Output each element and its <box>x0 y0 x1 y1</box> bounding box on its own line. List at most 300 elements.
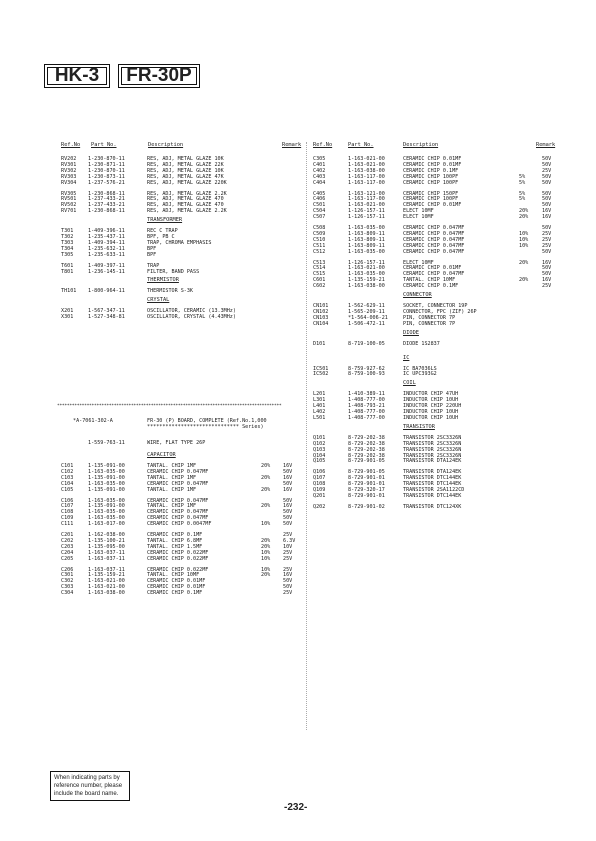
cap-part-ref: C203 <box>61 543 74 550</box>
left-header-remark: Remark <box>282 142 302 148</box>
cap-part-v: 16V <box>283 463 293 469</box>
right-part-part: 1-126-157-11 <box>348 214 385 221</box>
cap-part-v: 16V <box>283 474 293 481</box>
right-part-ref: C509 <box>313 230 326 237</box>
board-separator: ******************************************************************************************* <box>57 404 282 409</box>
right-part-part: 1-163-021-00 <box>348 202 385 209</box>
right-part-desc: CERAMIC CHIP 0.1MF <box>403 167 459 174</box>
right-part-desc: TRANSISTOR DTC124XK <box>403 503 462 510</box>
right-part-part: 1-562-629-11 <box>348 303 385 309</box>
right-part-desc: ELECT 10MF <box>403 259 434 266</box>
cap-part-desc: CERAMIC CHIP 0.022MF <box>147 549 209 556</box>
cap-part-desc: TANTAL. CHIP 1MF <box>147 503 197 510</box>
cap-part-ref: C105 <box>61 486 74 493</box>
cap-part-part: 1-163-035-00 <box>88 509 125 516</box>
right-part-ref: CN102 <box>313 308 329 315</box>
cap-part-desc: TANTAL. CHIP 1MF <box>147 463 197 469</box>
cap-part-tol: 20% <box>261 503 271 510</box>
column-divider <box>306 142 307 730</box>
right-part-v: 25V <box>542 242 552 249</box>
right-part-desc: CONNECTOR, FPC (ZIF) 26P <box>403 308 477 315</box>
cap-part-desc: TANTAL. CHIP 1.5MF <box>147 543 203 550</box>
right-part-desc: INDUCTOR CHIP 10UH <box>403 397 459 404</box>
cap-part-desc: TANTAL. CHIP 6.8MF <box>147 537 203 544</box>
left-part-part: 1-409-394-11 <box>88 239 125 246</box>
right-part-desc: IC BA7036LS <box>403 365 437 372</box>
right-part-desc: TRANSISTOR DTA124EK <box>403 458 462 465</box>
right-part-part: 8-729-901-01 <box>348 481 385 488</box>
right-part-desc: CERAMIC CHIP 0.047MF <box>403 242 465 249</box>
cap-part-part: 1-135-091-00 <box>88 463 125 469</box>
right-part-ref: C406 <box>313 196 326 203</box>
left-part-part: 1-409-397-11 <box>88 262 125 269</box>
cap-part-ref: C202 <box>61 537 74 544</box>
right-part-ref: C508 <box>313 225 326 231</box>
right-part-ref: Q103 <box>313 446 326 453</box>
cap-part-tol: 20% <box>261 486 271 493</box>
cap-part-v: 50V <box>283 578 293 585</box>
left-part-ref: TH101 <box>61 288 77 295</box>
right-part-part: 1-408-777-00 <box>348 414 385 421</box>
cap-part-ref: C108 <box>61 509 74 516</box>
right-part-desc: TRANSISTOR 2SC3326N <box>403 452 462 459</box>
section-heading: CRYSTAL <box>147 297 170 304</box>
right-part-v: 50V <box>542 248 552 255</box>
right-part-part: 1-410-389-11 <box>348 391 385 398</box>
cap-part-tol: 20% <box>261 543 271 550</box>
right-part-part: 1-163-035-00 <box>348 271 385 278</box>
left-part-desc: RES, ADJ, METAL GLAZE 22K <box>147 161 224 168</box>
right-header-remark: Remark <box>536 142 556 148</box>
right-part-part: 1-565-209-11 <box>348 308 385 315</box>
right-part-ref: Q104 <box>313 452 326 459</box>
right-header-part: Part No. <box>348 142 374 148</box>
right-part-desc: TRANSISTOR DTC144EK <box>403 481 462 488</box>
right-part-tol: 20% <box>519 259 529 266</box>
cap-part-v: 25V <box>283 566 293 573</box>
right-part-v: 50V <box>542 271 552 278</box>
right-part-v: 25V <box>542 230 552 237</box>
left-part-ref: T304 <box>61 245 74 252</box>
cap-part-part: 1-163-035-00 <box>88 480 125 487</box>
right-part-ref: Q105 <box>313 458 326 465</box>
cap-part-desc: CERAMIC CHIP 0.01MF <box>147 584 206 591</box>
cap-part-part: 1-163-037-11 <box>88 566 125 573</box>
right-part-desc: TANTAL. CHIP 10MF <box>403 277 456 284</box>
right-part-v: 25V <box>542 236 552 243</box>
right-part-desc: DIODE 1S2837 <box>403 340 440 347</box>
cap-part-ref: C106 <box>61 497 74 504</box>
cap-part-v: 10V <box>283 543 293 550</box>
cap-part-ref: C205 <box>61 555 74 562</box>
cap-part-desc: CERAMIC CHIP 0.01MF <box>147 578 206 585</box>
right-part-part: 1-163-038-00 <box>348 167 385 174</box>
cap-part-part: 1-163-037-11 <box>88 555 125 562</box>
right-part-ref: C511 <box>313 242 326 249</box>
right-part-part: 1-163-809-11 <box>348 236 385 243</box>
right-part-v: 16V <box>542 214 552 221</box>
right-part-desc: TRANSISTOR 2SC3326N <box>403 434 462 441</box>
left-header-desc: Description <box>148 142 184 148</box>
right-part-tol: 10% <box>519 230 529 237</box>
wire-desc: WIRE, FLAT TYPE 26P <box>147 440 206 446</box>
cap-part-part: 1-135-159-21 <box>88 572 125 579</box>
right-part-desc: ELECT 10MF <box>403 208 434 215</box>
right-part-desc: INDUCTOR CHIP 10UH <box>403 414 459 421</box>
right-part-desc: ELECT 10MF <box>403 214 434 221</box>
cap-part-part: 1-135-100-21 <box>88 537 125 544</box>
left-part-part: 1-409-396-11 <box>88 228 125 235</box>
cap-part-tol: 10% <box>261 521 271 528</box>
cap-part-part: 1-163-017-00 <box>88 521 125 528</box>
left-part-desc: RES, ADJ, METAL GLAZE 10K <box>147 167 224 174</box>
right-part-ref: C305 <box>313 156 326 162</box>
right-part-part: 1-163-035-00 <box>348 248 385 255</box>
right-part-desc: CERAMIC CHIP 0.01MF <box>403 202 462 209</box>
right-part-part: 1-163-021-00 <box>348 156 385 162</box>
cap-part-v: 25V <box>283 532 293 538</box>
left-part-desc: BPF <box>147 245 157 252</box>
cap-part-desc: TANTAL. CHIP 10MF <box>147 572 200 579</box>
cap-part-ref: C103 <box>61 474 74 481</box>
right-part-part: 8-759-100-93 <box>348 371 385 378</box>
left-part-ref: RV502 <box>61 202 77 209</box>
left-part-desc: OSCILLATOR, CERAMIC (13.3MHz) <box>147 308 236 315</box>
right-part-v: 16V <box>542 259 552 266</box>
left-part-ref: RV301 <box>61 161 77 168</box>
cap-part-tol: 20% <box>261 537 271 544</box>
right-part-tol: 5% <box>519 196 526 203</box>
board-desc: FR-30 (P) BOARD, COMPLETE (Ref.No.1,000 <box>147 418 267 424</box>
right-part-ref: C602 <box>313 283 326 290</box>
right-part-desc: PIN, CONNECTOR 7P <box>403 314 456 321</box>
cap-part-v: 50V <box>283 480 293 487</box>
section-heading: COIL <box>403 380 416 387</box>
cap-part-part: 1-135-095-00 <box>88 543 125 550</box>
cap-part-v: 16V <box>283 572 293 579</box>
left-part-ref: T303 <box>61 239 74 246</box>
right-part-part: 1-163-117-00 <box>348 179 385 186</box>
left-part-part: 1-236-145-11 <box>88 268 125 275</box>
right-part-ref: Q201 <box>313 492 326 499</box>
left-part-ref: RV303 <box>61 173 77 180</box>
right-part-ref: Q109 <box>313 487 326 493</box>
right-part-desc: INDUCTOR CHIP 47UH <box>403 391 459 398</box>
right-part-part: 8-729-202-38 <box>348 434 385 441</box>
cap-part-ref: C107 <box>61 503 74 510</box>
cap-part-tol: 20% <box>261 463 271 469</box>
board-desc-2: ****************************** Series) <box>147 424 264 430</box>
left-part-ref: RV304 <box>61 179 77 186</box>
right-part-ref: C405 <box>313 190 326 197</box>
right-part-tol: 5% <box>519 179 526 186</box>
wire-part: 1-559-763-11 <box>88 440 125 446</box>
cap-part-part: 1-163-021-00 <box>88 584 125 591</box>
right-part-part: 8-729-901-05 <box>348 458 385 465</box>
cap-part-tol: 10% <box>261 549 271 556</box>
left-part-ref: RV302 <box>61 167 77 174</box>
right-part-part: 1-408-793-21 <box>348 403 385 410</box>
right-part-desc: CERAMIC CHIP 100PF <box>403 196 459 203</box>
right-part-tol: 20% <box>519 277 529 284</box>
reference-note: When indicating parts by reference number, please include the board name. <box>50 771 130 801</box>
right-part-desc: CERAMIC CHIP 100PF <box>403 173 459 180</box>
left-part-desc: BPF, PB C <box>147 234 175 240</box>
right-part-ref: C501 <box>313 202 326 209</box>
right-part-ref: L401 <box>313 403 326 410</box>
right-part-desc: CERAMIC CHIP 0.047MF <box>403 225 465 231</box>
left-part-part: 1-230-871-11 <box>88 161 125 168</box>
cap-part-v: 50V <box>283 509 293 516</box>
right-part-tol: 20% <box>519 208 529 215</box>
right-part-desc: TRANSISTOR DTC144EK <box>403 492 462 499</box>
right-part-desc: CERAMIC CHIP 0.1MF <box>403 283 459 290</box>
right-part-ref: C504 <box>313 208 326 215</box>
right-part-desc: CERAMIC CHIP 0.01MF <box>403 156 462 162</box>
right-part-part: 1-408-777-00 <box>348 409 385 415</box>
left-part-part: 1-235-632-11 <box>88 245 125 252</box>
section-heading: CONNECTOR <box>403 292 432 298</box>
cap-part-desc: TANTAL. CHIP 1MF <box>147 474 197 481</box>
left-part-desc: RES, ADJ, METAL GLAZE 10K <box>147 156 224 162</box>
left-part-ref: RV305 <box>61 190 77 197</box>
right-part-desc: SOCKET, CONNECTOR 19P <box>403 303 468 309</box>
cap-part-desc: TANTAL. CHIP 1MF <box>147 486 197 493</box>
right-part-ref: Q108 <box>313 481 326 488</box>
left-header-ref: Ref.No <box>61 142 81 148</box>
right-part-desc: INDUCTOR CHIP 220UH <box>403 403 462 410</box>
left-part-part: 1-230-868-11 <box>88 208 125 215</box>
left-part-ref: T305 <box>61 251 74 258</box>
left-part-ref: X201 <box>61 308 74 315</box>
left-part-desc: RES, ADJ, METAL GLAZE 220K <box>147 179 227 186</box>
model-box-fr30p <box>118 64 200 88</box>
right-part-part: 1-163-809-11 <box>348 230 385 237</box>
right-part-part: *1-564-006-21 <box>348 314 388 321</box>
right-part-ref: Q101 <box>313 434 326 441</box>
cap-part-part: 1-163-035-00 <box>88 515 125 522</box>
right-part-desc: CERAMIC CHIP 0.047MF <box>403 236 465 243</box>
cap-part-ref: C204 <box>61 549 74 556</box>
cap-part-ref: C201 <box>61 532 74 538</box>
right-part-part: 1-163-117-00 <box>348 196 385 203</box>
right-part-desc: INDUCTOR CHIP 10UH <box>403 409 459 415</box>
right-part-ref: Q107 <box>313 475 326 482</box>
right-part-desc: TRANSISTOR 2SC3326N <box>403 440 462 447</box>
left-part-ref: X301 <box>61 314 74 321</box>
left-part-desc: BPF <box>147 251 157 258</box>
cap-part-ref: C303 <box>61 584 74 591</box>
right-part-ref: L301 <box>313 397 326 404</box>
cap-part-tol: 20% <box>261 572 271 579</box>
cap-part-ref: C109 <box>61 515 74 522</box>
right-part-ref: C507 <box>313 214 326 221</box>
cap-part-part: 1-162-038-00 <box>88 532 125 538</box>
right-header-desc: Description <box>403 142 439 148</box>
left-header-part: Part No. <box>91 142 117 148</box>
cap-part-part: 1-135-091-00 <box>88 486 125 493</box>
section-heading: IC <box>403 354 410 361</box>
right-part-v: 50V <box>542 225 552 231</box>
right-part-ref: C512 <box>313 248 326 255</box>
right-part-desc: TRANSISTOR 2SC3326N <box>403 446 462 453</box>
left-part-part: 1-800-964-11 <box>88 288 125 295</box>
right-part-v: 50V <box>542 173 552 180</box>
right-part-part: 1-163-121-00 <box>348 190 385 197</box>
right-part-part: 1-163-035-00 <box>348 225 385 231</box>
right-part-part: 8-729-901-02 <box>348 503 385 510</box>
right-part-part: 8-729-320-17 <box>348 487 385 493</box>
right-part-tol: 10% <box>519 242 529 249</box>
right-part-ref: CN104 <box>313 320 329 327</box>
left-part-part: 1-237-433-21 <box>88 196 125 203</box>
cap-part-ref: C104 <box>61 480 74 487</box>
left-part-part: 1-230-870-11 <box>88 156 125 162</box>
section-heading: THERMISTOR <box>147 277 179 284</box>
right-part-part: 8-759-927-62 <box>348 365 385 372</box>
section-heading: CAPACITOR <box>147 452 176 458</box>
right-part-v: 16V <box>542 277 552 284</box>
right-part-ref: L201 <box>313 391 326 398</box>
cap-part-part: 1-163-037-11 <box>88 549 125 556</box>
right-header-ref: Ref.No <box>313 142 333 148</box>
right-part-ref: CN103 <box>313 314 329 321</box>
right-part-tol: 5% <box>519 173 526 180</box>
left-part-desc: OSCILLATOR, CRYSTAL (4.43MHz) <box>147 314 236 321</box>
cap-part-v: 25V <box>283 555 293 562</box>
left-part-desc: RES, ADJ, METAL GLAZE 470 <box>147 202 224 209</box>
section-heading: TRANSFORMER <box>147 217 183 224</box>
right-part-ref: D101 <box>313 340 326 347</box>
model-box-hk3 <box>44 64 110 88</box>
right-part-v: 50V <box>542 196 552 203</box>
right-part-ref: IC501 <box>313 365 329 372</box>
right-part-v: 16V <box>542 208 552 215</box>
cap-part-part: 1-163-035-00 <box>88 468 125 475</box>
right-part-ref: Q102 <box>313 440 326 447</box>
cap-part-desc: CERAMIC CHIP 0.047MF <box>147 509 209 516</box>
cap-part-desc: CERAMIC CHIP 0.047MF <box>147 480 209 487</box>
left-part-desc: RES, ADJ, METAL GLAZE 2.2K <box>147 190 227 197</box>
right-part-desc: CERAMIC CHIP 0.047MF <box>403 248 465 255</box>
cap-part-v: 25V <box>283 590 293 597</box>
cap-part-v: 50V <box>283 468 293 475</box>
left-part-desc: FILTER, BAND PASS <box>147 268 200 275</box>
cap-part-desc: CERAMIC CHIP 0.1MF <box>147 590 203 597</box>
right-part-ref: C404 <box>313 179 326 186</box>
cap-part-v: 16V <box>283 486 293 493</box>
right-part-desc: CERAMIC CHIP 0.01MF <box>403 265 462 272</box>
left-part-ref: RV501 <box>61 196 77 203</box>
right-part-v: 25V <box>542 167 552 174</box>
left-part-ref: T801 <box>61 268 74 275</box>
cap-part-desc: CERAMIC CHIP 0.022MF <box>147 566 209 573</box>
right-part-part: 1-163-809-11 <box>348 242 385 249</box>
section-heading: TRANSISTOR <box>403 423 435 430</box>
left-part-desc: THERMISTOR S-3K <box>147 288 194 295</box>
left-part-ref: T302 <box>61 234 74 240</box>
cap-part-ref: C102 <box>61 468 74 475</box>
right-part-part: 8-729-901-05 <box>348 469 385 476</box>
section-heading: DIODE <box>403 329 419 336</box>
cap-part-desc: CERAMIC CHIP 0.047MF <box>147 468 209 475</box>
right-part-ref: C403 <box>313 173 326 180</box>
right-part-desc: TRANSISTOR 2SA1122CD <box>403 487 465 493</box>
cap-part-desc: CERAMIC CHIP 0.1MF <box>147 532 203 538</box>
right-part-tol: 5% <box>519 190 526 197</box>
right-part-ref: IC502 <box>313 371 329 378</box>
cap-part-v: 50V <box>283 497 293 504</box>
left-part-ref: T301 <box>61 228 74 235</box>
left-part-ref: RV202 <box>61 156 77 162</box>
cap-part-tol: 10% <box>261 566 271 573</box>
cap-part-part: 1-163-035-00 <box>88 497 125 504</box>
right-part-part: 1-163-021-00 <box>348 161 385 168</box>
right-part-part: 8-729-901-01 <box>348 492 385 499</box>
right-part-ref: Q202 <box>313 503 326 510</box>
left-part-desc: RES, ADJ, METAL GLAZE 470 <box>147 196 224 203</box>
right-part-desc: PIN, CONNECTOR 7P <box>403 320 456 327</box>
right-part-v: 50V <box>542 156 552 162</box>
right-part-desc: CERAMIC CHIP 0.047MF <box>403 271 465 278</box>
left-part-part: 1-567-347-11 <box>88 308 125 315</box>
right-part-v: 50V <box>542 161 552 168</box>
left-part-desc: TRAP <box>147 262 160 269</box>
right-part-desc: CERAMIC CHIP 100PF <box>403 179 459 186</box>
right-part-ref: C515 <box>313 271 326 278</box>
model-label-hk3: HK-3 <box>54 65 100 86</box>
right-part-tol: 20% <box>519 214 529 221</box>
cap-part-ref: C101 <box>61 463 74 469</box>
right-part-part: 8-729-202-38 <box>348 446 385 453</box>
right-part-v: 25V <box>542 283 552 290</box>
right-part-ref: L501 <box>313 414 326 421</box>
right-part-v: 50V <box>542 179 552 186</box>
left-part-desc: RES, ADJ, METAL GLAZE 47K <box>147 173 224 180</box>
right-part-ref: Q106 <box>313 469 326 476</box>
right-part-part: 8-729-901-01 <box>348 475 385 482</box>
right-part-v: 50V <box>542 190 552 197</box>
cap-part-desc: CERAMIC CHIP 0.022MF <box>147 555 209 562</box>
cap-part-v: 6.3V <box>283 537 296 544</box>
right-part-ref: C514 <box>313 265 326 272</box>
right-part-part: 1-163-038-00 <box>348 283 385 290</box>
left-part-ref: T601 <box>61 262 74 269</box>
cap-part-v: 50V <box>283 584 293 591</box>
cap-part-ref: C302 <box>61 578 74 585</box>
cap-part-v: 25V <box>283 549 293 556</box>
left-part-part: 1-235-633-11 <box>88 251 125 258</box>
left-part-part: 1-230-868-11 <box>88 190 125 197</box>
right-part-part: 1-163-117-00 <box>348 173 385 180</box>
cap-part-ref: C111 <box>61 521 74 528</box>
right-part-desc: TRANSISTOR DTA124EK <box>403 469 462 476</box>
cap-part-part: 1-135-091-00 <box>88 503 125 510</box>
left-part-desc: RES, ADJ, METAL GLAZE 2.2K <box>147 208 227 215</box>
cap-part-ref: C304 <box>61 590 74 597</box>
page-number: -232- <box>284 802 308 813</box>
cap-part-desc: CERAMIC CHIP 0.0047MF <box>147 521 212 528</box>
cap-part-ref: C301 <box>61 572 74 579</box>
right-part-desc: CERAMIC CHIP 0.047MF <box>403 230 465 237</box>
left-part-part: 1-230-870-11 <box>88 167 125 174</box>
cap-part-desc: CERAMIC CHIP 0.047MF <box>147 515 209 522</box>
right-part-ref: CN101 <box>313 303 329 309</box>
right-part-part: 1-135-159-21 <box>348 277 385 284</box>
left-part-ref: RV701 <box>61 208 77 215</box>
right-part-part: 1-126-157-11 <box>348 259 385 266</box>
right-part-part: 8-719-100-05 <box>348 340 385 347</box>
